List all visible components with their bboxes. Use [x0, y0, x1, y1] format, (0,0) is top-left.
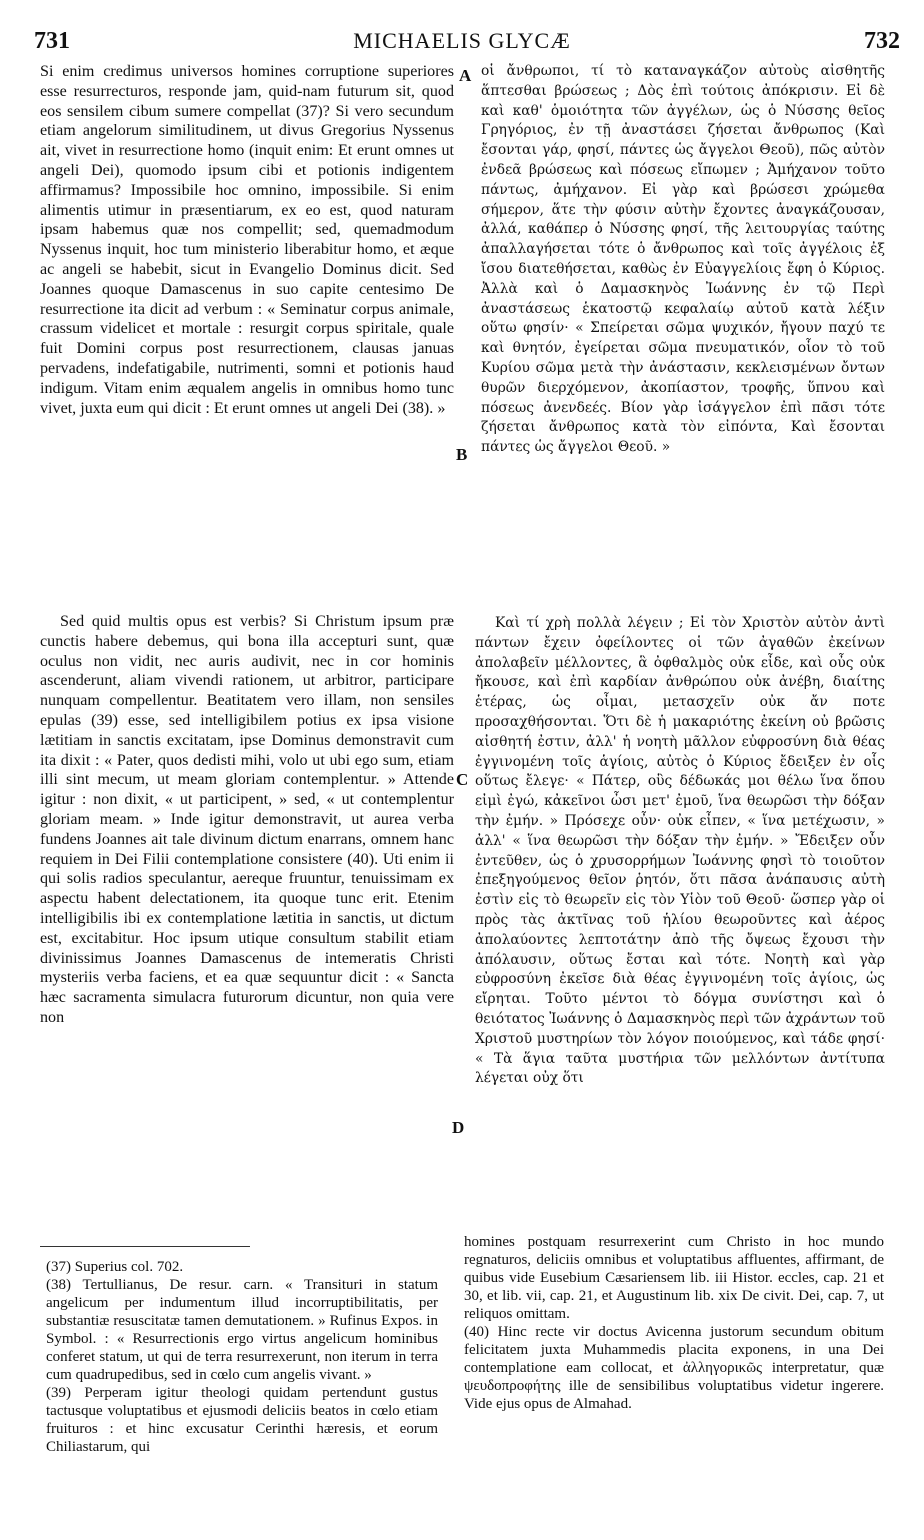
latin-paragraph-2: Sed quid multis opus est verbis? Si Christum ipsum præ cunctis habere debemus, qui bona illa accepturi sunt, quæ oculus non vidit, nec auris audivit, nec in cor hominis ascenderunt, aliam vivendi rationem, ut arbitror, participare nunquam compellentur. Beatitatem vero illam, non sensiles epulas (39) esse, sed intelligibilem potius ex ipsa visione lætitiam in sanctis excitatam, ipse Dominus demonstravit cum ita dixit : « Pater, quos dedisti mihi, volo ut ubi ego sum, etiam illi sint mecum, ut meam gloriam contemplentur. » Attende igitur : non dixit, « ut participent, » sed, « ut contemplentur gloriam meam. » Inde igitur demonstravit, ut aurea verba fundens Joannes ait tale divinum dictum enarrans, omnem hanc requiem in Dei Filii contemplatione consistere (40). Uti enim ii qui solis radios speculantur, aereque fruuntur, tenuissimam ex aspectu habent delectationem, ita quoque tunc erit. Etenim intelligibilis ibi ex contemplatione lætitia in sanctis, ut dictum est, excitabitur. Hoc ipsum utique consultum stabilit etiam divinissimus Joannes Damascenus de intemeratis Christi mysteriis verba faciens, et ea quæ sequuntur dicit : « Sancta hæc sacramenta simulacra futurorum dicuntur, non quia vere non	[40, 613, 454, 1026]
margin-letter-b: B	[456, 445, 468, 464]
footnote-38: (38) Tertullianus, De resur. carn. « Transituri in statum angelicum per indumentum illud incorruptibilitatis, per substantiæ resuscitatæ tamen demutationem. » Rufinus Expos. in Symbol. : « Resurrectionis ergo virtus angelicum hominibus conferet statum, ut qui de terra resurrexerunt, non iterum in terra cum quadrupedibus, sed in cœlo cum angelis vivant. »	[46, 1277, 438, 1383]
latin-column-middle	[40, 612, 454, 1028]
latin-paragraph-1: Si enim credimus universos homines corruptione superiores esse resurrecturos, responde jam, quid-nam futurum sit, quod eos sensilem cibum sumere compellat (37)? Si vero secundum etiam angelorum similitudinem, ut divus Gregorius Nyssenus ait, vivet in resurrectione homo (inquit enim: Et erunt omnes ut angeli Dei), quomodo ipsum cibi et potionis indigentem affirmamus? Impossibile hoc omnino, impossibile. Si enim alimentis utimur in præsentiarum, ex eo est, quod naturam ipsam habemus quæ nos compellit; sed, quemadmodum Nyssenus inquit, hoc tum ministerio liberabitur homo, et æque ac angeli se habebit, sicut in Evangelio Dominus dicit. Sed Joannes quoque Damascenus in suo capite centesimo De resurrectione ita dicit ad verbum : « Seminatur corpus animale, crassum videlicet et mortale : resurgit corpus spiritale, quale fuit Domini corpus post resurrectionem, clausas januas pervadens, indefatigabile, nutrimenti, somni et potionis haud indigum. Vitam enim æqualem angelis in omnibus homo tunc vivet, juxta eum qui dicit : Et erunt omnes ut angeli Dei (38). »	[40, 63, 454, 417]
margin-letter-d: D	[452, 1118, 465, 1137]
latin-column-top	[40, 62, 454, 418]
footnote-37: (37) Superius col. 702.	[46, 1259, 184, 1275]
margin-letter-c: C	[456, 770, 469, 789]
page-number-right: 732	[864, 28, 900, 54]
running-title: MICHAELIS GLYCÆ	[353, 28, 571, 53]
page-number-left: 731	[34, 28, 70, 54]
footnotes-left	[46, 1258, 438, 1456]
footnotes-right	[464, 1233, 884, 1413]
greek-paragraph-2: Καὶ τί χρὴ πολλὰ λέγειν ; Εἰ τὸν Χριστὸν αὐτὸν ἀντὶ πάντων ἔχειν ὀφείλοντες οἱ τῶν ἀγαθῶν ἐκείνων ἀπολαβεῖν μέλλοντες, ἃ ὀφθαλμὸς οὐκ εἶδε, καὶ οὖς οὐκ ἤκουσε, καὶ ἐπὶ καρδίαν ἀνθρώπου οὐκ ἀνέβη, διαίτης ἑτέρας, ὡς οἶμαι, μετασχεῖν οὐκ ἄν ποτε προσαχθήσονται. Ὅτι δὲ ἡ μακαριότης ἐκείνη οὐ βρῶσις αἰσθητή ἐστιν, ἀλλ' ἡ νοητὴ μᾶλλον εὐφροσύνη διὰ θέας ἐγγινομένη τοῖς ἁγίοις, αὐτὸς ὁ Κύριος ἔδειξεν ἐν οἷς οὕτως ἔλεγε· « Πάτερ, οὓς δέδωκάς μοι θέλω ἵνα ὅπου εἰμὶ ἐγώ, κἀκεῖνοι ὦσι μετ' ἐμοῦ, ἵνα θεωρῶσι τὴν δόξαν τὴν ἐμήν. » Πρόσεχε οὖν· οὐκ εἶπεν, « ἵνα μετέχωσιν, » ἀλλ' « ἵνα θεωρῶσι τὴν δόξαν τὴν ἐμήν. » Ἔδειξεν οὖν ἐντεῦθεν, ὡς ὁ χρυσορρήμων Ἰωάννης φησὶ τὸ τοιοῦτον ἐπεξηγούμενος θεῖον ῥητόν, ὅτι πᾶσα ἀνάπαυσις αὐτὴ ἐστὶν εἰς τὸ θεωρεῖν εἰς τὸν Υἱὸν τοῦ Θεοῦ· ὥσπερ γὰρ οἱ πρὸς τὰς ἀκτῖνας τοῦ ἡλίου θεωροῦντες καὶ ἀέρος ἀπολαύοντες λεπτοτάτην ἀπὸ τῆς ὄψεως ἔχουσι τὴν ἀπόλαυσιν, οὕτως ἔσται καὶ τότε. Νοητὴ καὶ γὰρ εὐφροσύνη ἐκεῖσε διὰ θέας ἐγγινομένη τοῖς ἁγίοις, ὡς εἴρηται. Τοῦτο μέντοι τὸ δόγμα συνίστησι καὶ ὁ θειότατος Ἰωάννης ὁ Δαμασκηνὸς περὶ τῶν ἀχράντων τοῦ Χριστοῦ μυστηρίων τὸν λόγον ποιούμενος, καὶ τάδε φησί· « Τὰ ἅγια ταῦτα μυστήρια τῶν μελλόντων ἀντίτυπα λέγεται οὐχ ὅτι	[475, 615, 885, 1087]
greek-column-middle	[475, 614, 885, 1089]
footnote-divider	[40, 1246, 250, 1247]
footnote-39-continued: homines postquam resurrexerint cum Christo in hoc mundo regnaturos, deliciis omnibus et voluptatibus affluentes, affirmant, de quibus vide Eusebium Cæsariensem lib. iii Histor. eccles, cap. 21 et 30, et lib. vii, cap. 21, et Augustinum lib. xix De civit. Dei, cap. 7, ut reliquos omittam.	[464, 1234, 884, 1322]
footnote-39: (39) Perperam igitur theologi quidam pertendunt gustus tactusque voluptatibus et ejusmodi deliciis beatos in cœlo etiam fruituros : et hinc excusatur Cerinthi hæresis, et eorum Chiliastarum, qui	[46, 1385, 438, 1455]
greek-paragraph-1: οἱ ἄνθρωποι, τί τὸ καταναγκάζον αὐτοὺς αἰσθητῆς ἅπτεσθαι βρώσεως ; Δὸς ἐπὶ τούτοις ἀπόκρισιν. Εἰ δὲ καὶ καθ' ὁμοιότητα τῶν ἀγγέλων, ὡς ὁ Νύσσης θεῖος Γρηγόριος, ἐν τῇ ἀναστάσει ζήσεται ἄνθρωπος (Καὶ ἔσονται γάρ, φησί, πάντες ὡς ἄγγελοι Θεοῦ), πῶς αὐτὸν ἐνδεᾶ βρώσεως καὶ πόσεως εἴπωμεν ; Ἀμήχανον τοῦτο πάντως, ἀμήχανον. Εἰ γὰρ καὶ βρώσεσι χρώμεθα σήμερον, ἅτε τὴν φύσιν αὐτὴν ἔχοντες ἀναγκάζουσαν, ἀλλά, καθάπερ ὁ Νύσσης φησί, τῆς λειτουργίας ταύτης ἀπαλλαγήσεται τότε ὁ ἄνθρωπος καὶ τοῖς ἀγγέλοις ἐξ ἴσου διατεθήσεται, καθὼς ἐν Εὐαγγελίοις ἔφη ὁ Κύριος. Ἀλλὰ καὶ ὁ Δαμασκηνὸς Ἰωάννης ἐν τῷ Περὶ ἀναστάσεως ἑκατοστῷ κεφαλαίῳ αὐτοῦ κατὰ λέξιν οὕτω φησίν· « Σπείρεται σῶμα ψυχικόν, ἤγουν παχύ τε καὶ θνητόν, ἐγείρεται σῶμα πνευματικόν, οἷον τὸ τοῦ Κυρίου σῶμα μετὰ τὴν ἀνάστασιν, κεκλεισμένων ὄντων θυρῶν διερχόμενον, ἀκοπίαστον, τροφῆς, ὕπνου καὶ πόσεως ἀνενδεές. Βίον γὰρ ἰσάγγελον ἐπὶ πᾶσι τότε ζήσεται ἄνθρωπος κατὰ τὸν εἰπόντα, Καὶ ἔσονται πάντες ὡς ἄγγελοι Θεοῦ. »	[481, 63, 885, 456]
footnote-40: (40) Hinc recte vir doctus Avicenna justorum secundum obitum felicitatem juxta Muhammedis placita exponens, in una Dei contemplatione eam collocat, et ἀλληγορικῶς interpretatur, quæ ψευδοπροφήτης ille de sensibilibus voluptatibus videtur ingerere. Vide ejus opus de Almahad.	[464, 1324, 884, 1412]
greek-column-top	[481, 62, 885, 458]
margin-letter-a: A	[459, 66, 472, 85]
